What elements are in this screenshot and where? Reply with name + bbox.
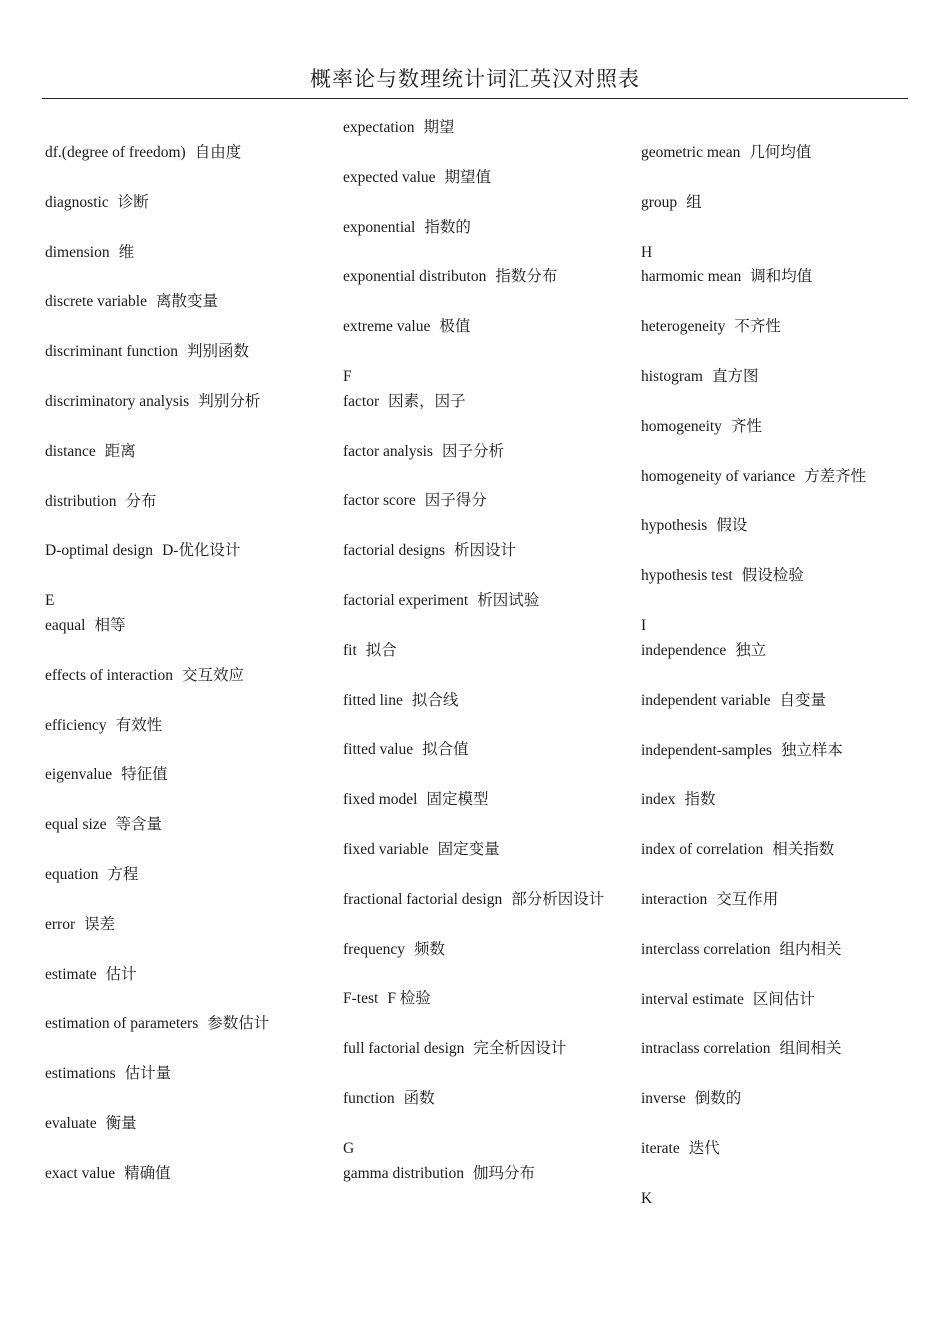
entry-spacer [343, 1012, 611, 1037]
term-english: factor score [343, 492, 416, 510]
term-english: exponential [343, 218, 416, 236]
term-english: distance [45, 442, 96, 460]
term-chinese: F 检验 [387, 990, 431, 1008]
entry-spacer [45, 988, 305, 1013]
term-english: function [343, 1090, 395, 1108]
glossary-entry [641, 1037, 901, 1062]
glossary-entry [343, 788, 611, 813]
term-english: estimate [45, 965, 97, 983]
entry-spacer [45, 1087, 305, 1112]
term-english: exponential distributon [343, 268, 487, 286]
term-english: expected value [343, 168, 436, 186]
term-english: diagnostic [45, 193, 109, 211]
term-english: intraclass correlation [641, 1040, 771, 1058]
term-chinese: 区间估计 [752, 990, 815, 1008]
term-english: df.(degree of freedom) [45, 144, 186, 161]
term-english: interaction [641, 890, 708, 908]
glossary-entry [45, 241, 305, 266]
glossary-entry [45, 813, 305, 838]
term-chinese: D-优化设计 [162, 542, 241, 560]
glossary-entry [641, 739, 901, 764]
glossary-entry [641, 988, 901, 1013]
term-chinese: 分布 [125, 492, 157, 510]
term-chinese: 有效性 [115, 716, 163, 734]
glossary-entry [45, 440, 305, 465]
term-chinese: 离散变量 [155, 293, 218, 311]
term-chinese: 函数 [403, 1090, 435, 1108]
glossary-entry [641, 838, 901, 863]
glossary-entry [343, 589, 611, 614]
term-english: estimation of parameters [45, 1015, 199, 1033]
entry-spacer [641, 166, 901, 191]
glossary-entry [343, 1162, 611, 1187]
term-chinese: 等含量 [115, 816, 163, 834]
glossary-entry [641, 1087, 901, 1112]
term-chinese: 组内相关 [779, 940, 842, 958]
entry-spacer [641, 1012, 901, 1037]
term-english: discriminatory analysis [45, 392, 190, 410]
term-english: D-optimal design [45, 542, 154, 560]
entry-spacer [45, 788, 305, 813]
glossary-entry [641, 788, 901, 813]
term-chinese: 诊断 [117, 193, 149, 211]
term-chinese: 期望值 [444, 168, 492, 186]
term-english: histogram [641, 368, 703, 386]
glossary-entry [641, 465, 901, 490]
glossary-entry [45, 1012, 305, 1037]
term-english: index of correlation [641, 841, 764, 859]
term-chinese: 析因试验 [477, 592, 540, 610]
term-chinese: 组 [686, 193, 702, 211]
section-letter: G [343, 1139, 355, 1157]
glossary-entry [343, 390, 611, 415]
term-chinese: 指数 [684, 791, 716, 809]
term-chinese: 完全析因设计 [473, 1040, 567, 1058]
term-english: frequency [343, 940, 405, 958]
glossary-entry [45, 539, 305, 564]
glossary-entry [343, 216, 611, 241]
term-english: eaqual [45, 617, 86, 635]
term-english: harmomic mean [641, 268, 742, 286]
term-chinese: 判别函数 [187, 343, 250, 361]
term-english: geometric mean [641, 144, 741, 161]
term-chinese: 固定变量 [437, 841, 500, 859]
term-chinese: 拟合 [365, 641, 397, 659]
term-english: heterogeneity [641, 318, 726, 336]
term-english: efficiency [45, 716, 107, 734]
term-english: expectation [343, 119, 415, 136]
term-english: hypothesis test [641, 567, 733, 585]
entry-spacer [343, 514, 611, 539]
term-chinese: 部分析因设计 [511, 890, 605, 908]
term-chinese: 相等 [94, 617, 126, 635]
entry-spacer [343, 664, 611, 689]
entry-spacer [45, 166, 305, 191]
glossary-entry [45, 913, 305, 938]
term-chinese: 直方图 [712, 368, 759, 386]
entry-spacer [641, 390, 901, 415]
entry-spacer [641, 863, 901, 888]
entry-spacer [343, 564, 611, 589]
entry-spacer [45, 888, 305, 913]
glossary-entry [343, 315, 611, 340]
term-english: fitted value [343, 741, 414, 759]
glossary-entry [45, 141, 305, 166]
glossary-entry [45, 340, 305, 365]
glossary-entry [343, 166, 611, 191]
entry-spacer [641, 1062, 901, 1087]
glossary-entry [641, 365, 901, 390]
glossary-entry [641, 415, 901, 440]
entry-spacer [45, 1037, 305, 1062]
term-chinese: 误差 [84, 915, 116, 933]
term-english: interval estimate [641, 990, 744, 1008]
glossary-entry [641, 888, 901, 913]
glossary-column-1 [45, 141, 305, 1187]
term-english: extreme value [343, 318, 431, 336]
glossary-entry [343, 689, 611, 714]
glossary-entry [641, 689, 901, 714]
entry-spacer [343, 614, 611, 639]
entry-spacer [45, 689, 305, 714]
term-chinese: 自变量 [779, 691, 827, 709]
entry-spacer [343, 714, 611, 739]
glossary-entry [45, 1062, 305, 1087]
term-english: fixed variable [343, 841, 429, 859]
glossary-entry [641, 265, 901, 290]
term-chinese: 独立 [735, 641, 767, 659]
glossary-entry [343, 838, 611, 863]
glossary-entry [343, 539, 611, 564]
term-chinese: 相关指数 [772, 841, 835, 859]
term-english: independent-samples [641, 741, 772, 759]
term-chinese: 精确值 [124, 1164, 171, 1182]
term-english: independent variable [641, 691, 771, 709]
term-english: fitted line [343, 691, 403, 709]
term-english: inverse [641, 1090, 686, 1108]
term-chinese: 因子得分 [424, 492, 487, 510]
glossary-entry [343, 489, 611, 514]
term-chinese: 衡量 [105, 1115, 137, 1133]
term-chinese: 特征值 [121, 766, 168, 784]
term-chinese: 调和均值 [750, 268, 813, 286]
term-chinese: 伽玛分布 [472, 1164, 535, 1182]
glossary-entry [641, 639, 901, 664]
term-chinese: 因素，因子 [388, 392, 466, 410]
title-divider [42, 98, 908, 99]
term-english: full factorial design [343, 1040, 465, 1058]
glossary-entry [45, 614, 305, 639]
glossary-entry [45, 1162, 305, 1187]
entry-spacer [343, 963, 611, 988]
term-english: factor [343, 392, 380, 410]
entry-spacer [343, 465, 611, 490]
term-english: estimations [45, 1065, 116, 1083]
glossary-entry [343, 265, 611, 290]
entry-spacer [343, 913, 611, 938]
term-chinese: 组间相关 [779, 1040, 842, 1058]
glossary-entry [343, 888, 611, 913]
term-english: factor analysis [343, 442, 433, 460]
section-letter: H [641, 243, 653, 261]
entry-spacer [343, 863, 611, 888]
term-english: discrete variable [45, 293, 147, 311]
term-english: factorial designs [343, 542, 446, 560]
glossary-entry [641, 938, 901, 963]
term-english: gamma distribution [343, 1164, 464, 1182]
entry-spacer [45, 514, 305, 539]
term-chinese: 频数 [413, 940, 445, 958]
entry-spacer [45, 465, 305, 490]
term-chinese: 维 [118, 243, 135, 261]
glossary-entry [641, 315, 901, 340]
glossary-entry [343, 738, 611, 763]
glossary-entry [45, 490, 305, 515]
term-chinese: 析因设计 [454, 542, 517, 560]
term-chinese: 独立样本 [780, 741, 843, 759]
glossary-entry [343, 938, 611, 963]
glossary-entry [641, 1137, 901, 1162]
section-letter: F [343, 367, 352, 385]
term-english: equal size [45, 816, 107, 834]
glossary-entry [45, 664, 305, 689]
entry-spacer [45, 739, 305, 764]
entry-spacer [641, 340, 901, 365]
entry-spacer [45, 216, 305, 241]
term-chinese: 拟合值 [422, 741, 469, 759]
glossary-column-2 [343, 116, 611, 1187]
term-chinese: 参数估计 [207, 1015, 270, 1033]
glossary-entry [641, 564, 901, 589]
section-letter: I [641, 617, 647, 635]
entry-spacer [45, 838, 305, 863]
glossary-entry [343, 1037, 611, 1062]
entry-spacer [45, 639, 305, 664]
term-english: effects of interaction [45, 666, 173, 684]
term-english: distribution [45, 492, 117, 510]
term-chinese: 迭代 [688, 1139, 720, 1157]
entry-spacer [343, 340, 611, 365]
glossary-entry [45, 763, 305, 788]
entry-spacer [641, 714, 901, 739]
entry-spacer [45, 365, 305, 390]
glossary-entry [45, 963, 305, 988]
term-chinese: 指数分布 [495, 268, 558, 286]
term-english: hypothesis [641, 517, 708, 535]
term-chinese: 距离 [104, 442, 136, 460]
entry-spacer [641, 440, 901, 465]
term-english: independence [641, 641, 727, 659]
entry-spacer [45, 938, 305, 963]
entry-spacer [641, 490, 901, 515]
term-chinese: 方差齐性 [804, 467, 867, 485]
entry-spacer [343, 141, 611, 166]
term-chinese: 几何均值 [749, 144, 812, 161]
term-chinese: 指数的 [424, 218, 471, 236]
term-chinese: 齐性 [730, 417, 762, 435]
glossary-entry [641, 141, 901, 166]
term-english: factorial experiment [343, 592, 469, 610]
glossary-entry [343, 440, 611, 465]
term-chinese: 方程 [107, 866, 139, 884]
entry-spacer [641, 763, 901, 788]
entry-spacer [45, 315, 305, 340]
term-english: evaluate [45, 1115, 97, 1133]
term-english: homogeneity of variance [641, 467, 796, 485]
term-chinese: 不齐性 [734, 318, 781, 336]
entry-spacer [45, 1137, 305, 1162]
glossary-entry [45, 390, 305, 415]
term-chinese: 因子分析 [441, 442, 504, 460]
term-chinese: 判别分析 [198, 392, 261, 410]
term-chinese: 倒数的 [694, 1090, 742, 1108]
term-chinese: 期望 [423, 119, 455, 136]
term-chinese: 拟合线 [411, 691, 459, 709]
term-english: index [641, 791, 676, 809]
term-chinese: 交互作用 [716, 890, 779, 908]
entry-spacer [343, 415, 611, 440]
term-english: error [45, 915, 76, 933]
entry-spacer [343, 1112, 611, 1137]
term-english: equation [45, 866, 99, 884]
term-english: dimension [45, 243, 110, 261]
glossary-entry [45, 863, 305, 888]
entry-spacer [343, 813, 611, 838]
term-chinese: 固定模型 [426, 791, 489, 809]
term-english: exact value [45, 1164, 116, 1182]
term-english: discriminant function [45, 343, 179, 361]
term-chinese: 假设检验 [741, 567, 804, 585]
entry-spacer [45, 266, 305, 291]
term-english: interclass correlation [641, 940, 771, 958]
entry-spacer [343, 1062, 611, 1087]
glossary-entry [45, 1112, 305, 1137]
page-title: 概率论与数理统计词汇英汉对照表 [310, 67, 640, 91]
entry-spacer [641, 1162, 901, 1187]
glossary-entry [343, 116, 611, 141]
glossary-column-3 [641, 141, 901, 1212]
entry-spacer [45, 564, 305, 589]
glossary-entry [45, 714, 305, 739]
entry-spacer [641, 539, 901, 564]
entry-spacer [641, 1112, 901, 1137]
term-chinese: 假设 [716, 517, 748, 535]
term-chinese: 估计量 [124, 1065, 172, 1083]
entry-spacer [641, 963, 901, 988]
term-chinese: 极值 [439, 318, 471, 336]
term-english: fixed model [343, 791, 418, 809]
entry-spacer [641, 589, 901, 614]
glossary-entry [641, 514, 901, 539]
glossary-entry [343, 1087, 611, 1112]
term-chinese: 估计 [105, 965, 137, 983]
term-english: iterate [641, 1139, 680, 1157]
entry-spacer [641, 664, 901, 689]
entry-spacer [343, 191, 611, 216]
term-english: eigenvalue [45, 766, 113, 784]
entry-spacer [343, 290, 611, 315]
term-english: group [641, 193, 678, 211]
entry-spacer [45, 415, 305, 440]
glossary-entry [343, 639, 611, 664]
section-letter: E [45, 592, 55, 610]
term-chinese: 交互效应 [181, 666, 244, 684]
entry-spacer [641, 290, 901, 315]
glossary-entry [45, 290, 305, 315]
term-chinese: 自由度 [194, 144, 242, 161]
glossary-entry [343, 987, 611, 1012]
term-english: F-test [343, 990, 379, 1008]
term-english: fit [343, 641, 357, 659]
entry-spacer [343, 763, 611, 788]
term-english: homogeneity [641, 417, 722, 435]
entry-spacer [641, 813, 901, 838]
glossary-entry [45, 191, 305, 216]
entry-spacer [343, 241, 611, 266]
entry-spacer [641, 913, 901, 938]
section-letter: K [641, 1189, 653, 1207]
entry-spacer [641, 216, 901, 241]
glossary-entry [641, 191, 901, 216]
term-english: fractional factorial design [343, 890, 503, 908]
